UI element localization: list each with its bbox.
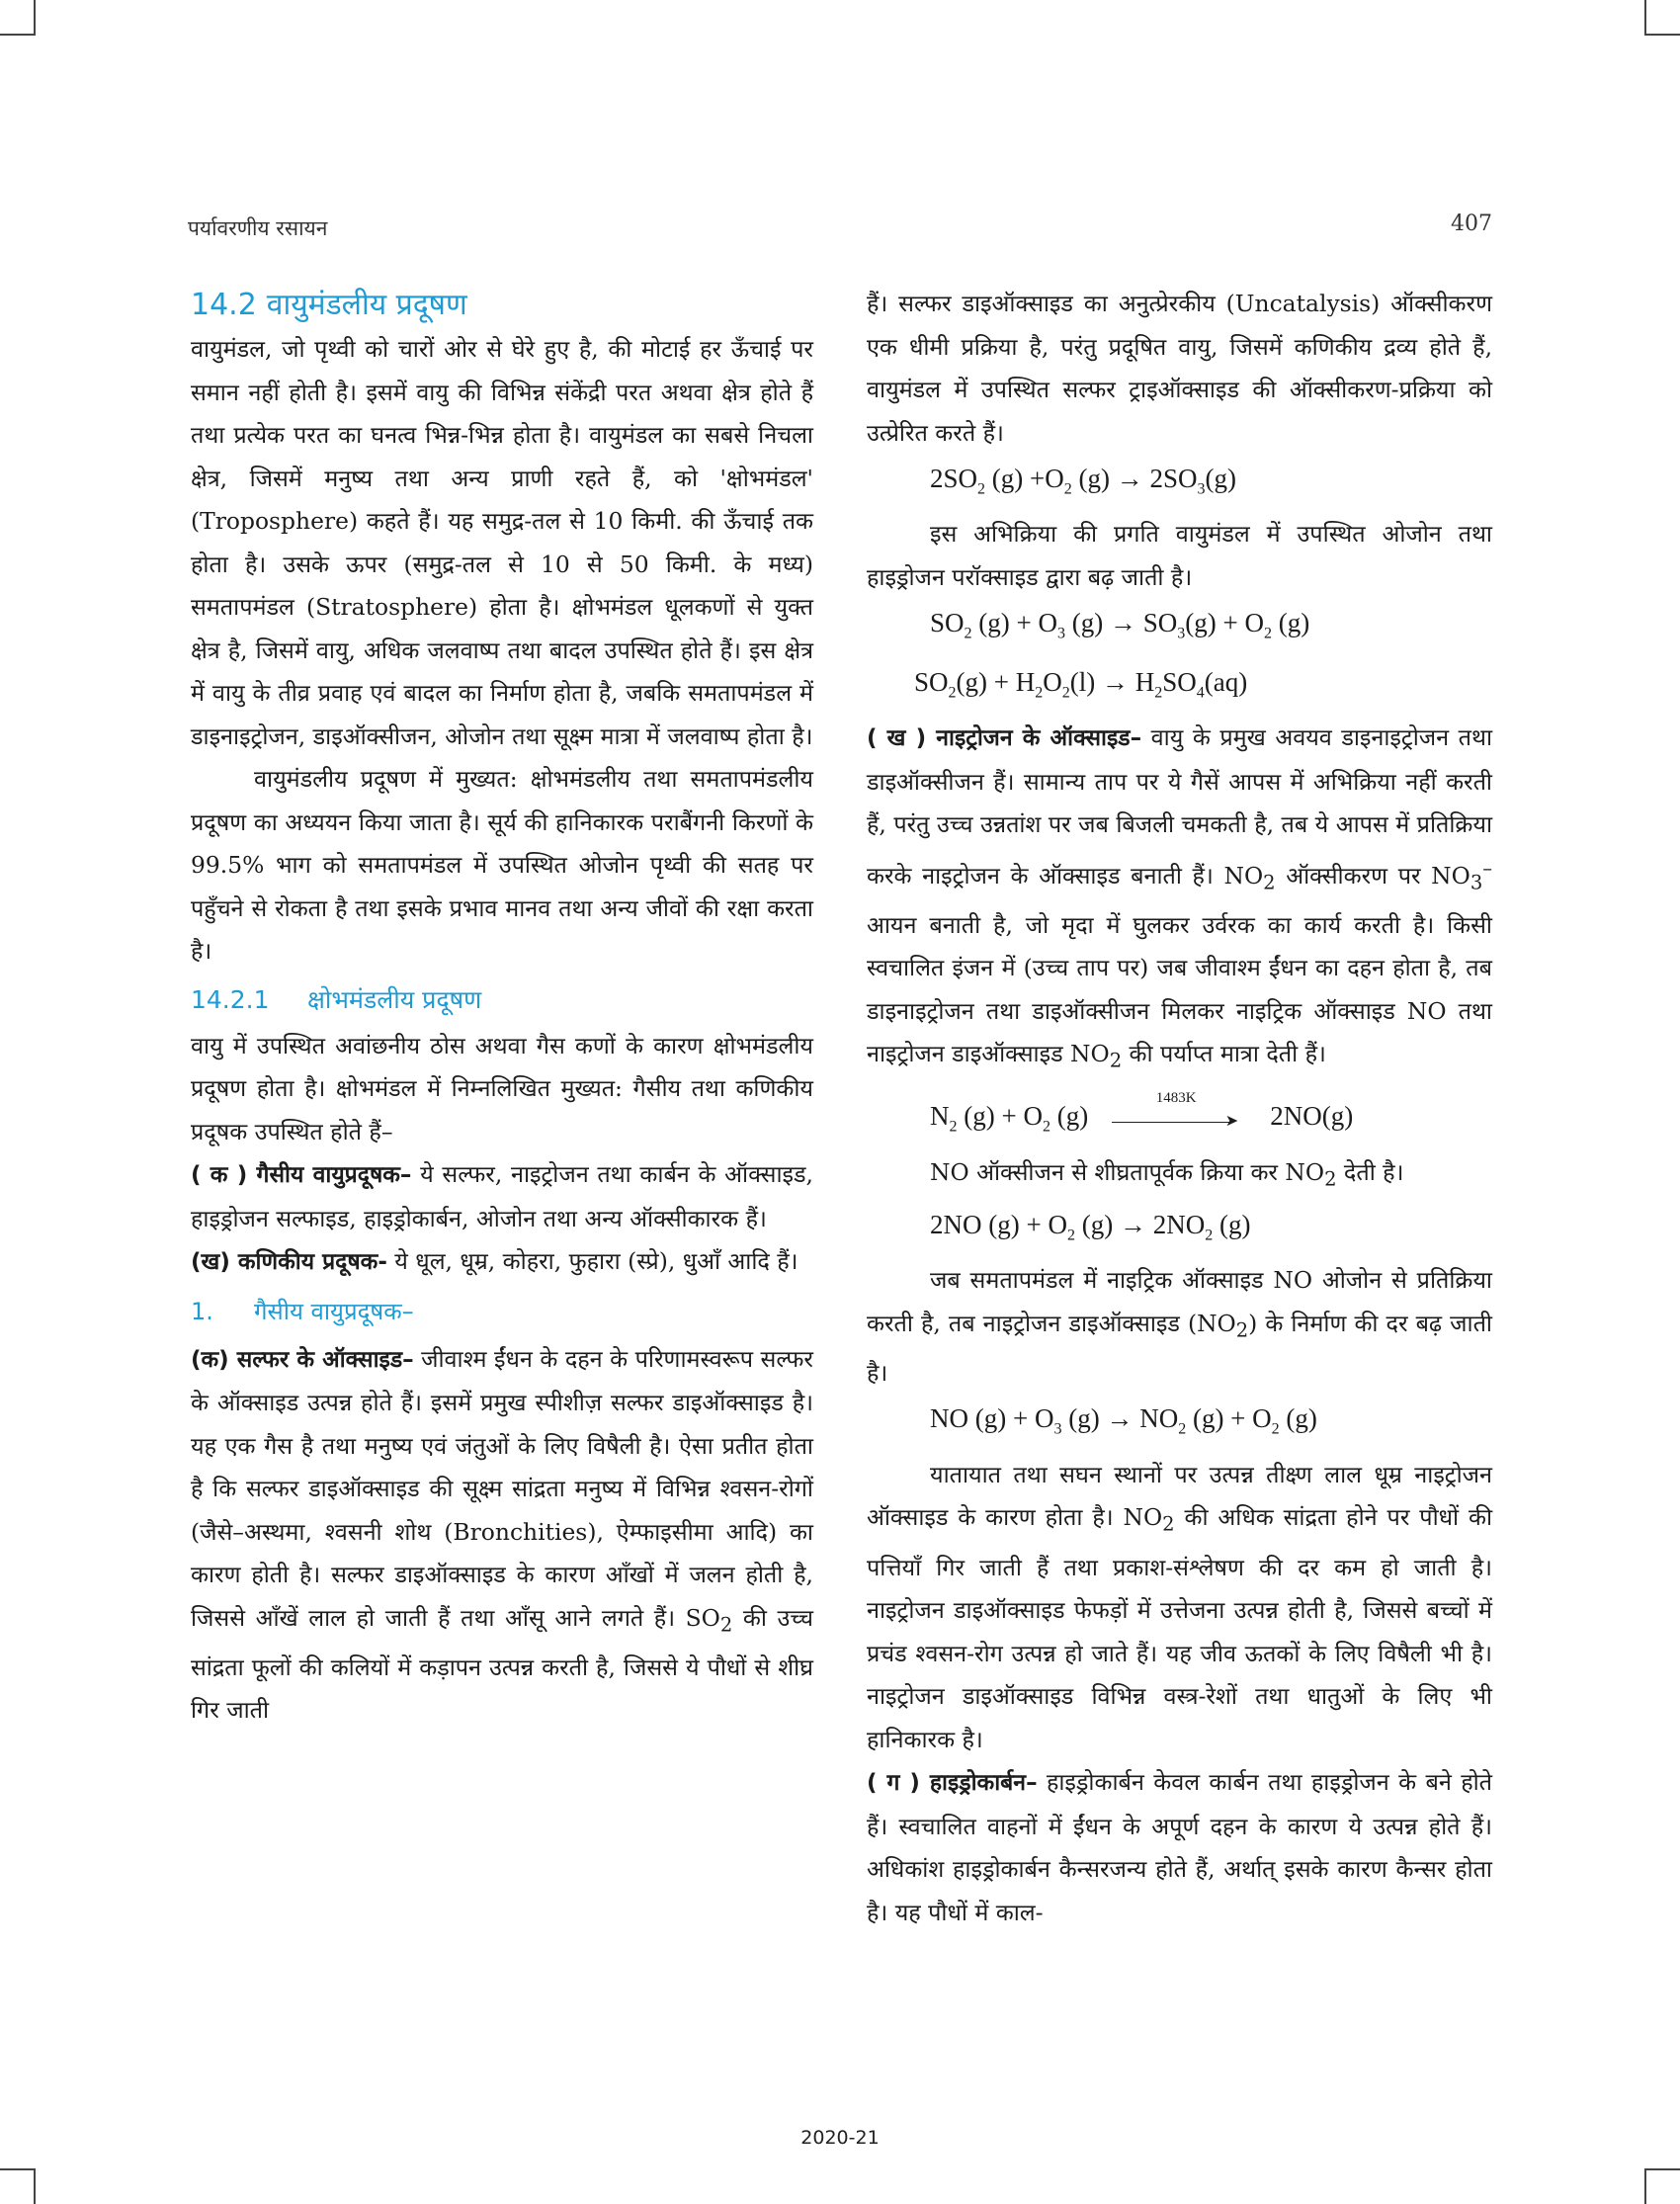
eq-sub: 2 <box>964 625 972 642</box>
eq-sub: 2 <box>1035 684 1044 702</box>
text: की अधिक सांद्रता होने पर पौधों की पत्तियाँ गिर जाती हैं तथा प्रकाश-संश्लेषण की दर कम हो जाती है। नाइट्रोजन डाइऑक्साइड फेफड़ों में उत्तेजना उत्पन्न होती है, जिससे बच्चों में प्रचंड श्वसन-रोग उत्पन्न हो जाते हैं। यह जीव ऊतकों के लिए विषैली भी है। नाइट्रोजन डाइऑक्साइड विभिन्न वस्त्र-रेशों तथा धातुओं के लिए भी हानिकारक है। <box>867 1503 1492 1753</box>
eq-part: SO <box>930 608 965 638</box>
eq-part: 2NO(g) <box>1270 1101 1354 1132</box>
paragraph-reaction-progress: इस अभिक्रिया की प्रगति वायुमंडल में उपस्थित ओजोन तथा हाइड्रोजन परॉक्साइड द्वारा बढ़ जाती है। <box>867 520 1492 591</box>
eq-part: (g) <box>1213 1209 1251 1239</box>
eq-part: (g) → 2SO <box>1071 464 1198 493</box>
eq-sub: 2 <box>949 1118 958 1136</box>
eq-part: (g) <box>1050 1101 1089 1132</box>
equation-so2-peroxide <box>867 658 1492 717</box>
left-column <box>191 283 813 1733</box>
item-text: ऑक्सीकरण पर NO <box>1275 861 1470 890</box>
subsection-number: 14.2.1 <box>191 984 270 1014</box>
eq-part: (g) → 2NO <box>1074 1209 1206 1239</box>
eq-part: SO <box>914 666 949 697</box>
item-text: ये धूल, धूम्र, कोहरा, फुहारा (स्प्रे), धुआँ आदि हैं। <box>386 1247 798 1275</box>
eq-part: 2SO <box>930 464 978 493</box>
text: NO ऑक्सीजन से शीघ्रतापूर्वक क्रिया कर NO <box>930 1157 1325 1186</box>
item-text: वायु के प्रमुख अवयव डाइनाइट्रोजन तथा डाइऑक्सीजन हैं। सामान्य ताप पर ये गैसें आपस में अभिक्रिया नहीं करती हैं, परंतु उच्च उन्नतांश पर जब बिजली चमकती है, तब ये आपस में प्रतिक्रिया करके नाइट्रोजन के ऑक्साइड बनाती हैं। NO <box>867 723 1492 890</box>
equation-no-formation <box>867 1092 1492 1150</box>
paragraph-tropospheric: वायु में उपस्थित अवांछनीय ठोस अथवा गैस कणों के कारण क्षोभमंडलीय प्रदूषण होता है। क्षोभमंडल में निम्नलिखित मुख्यत: गैसीय तथा कणिकीय प्रदूषक उपस्थित होते हैं– <box>191 1031 813 1145</box>
paragraph-uncatalysed-oxidation: हैं। सल्फर डाइऑक्साइड का अनुत्प्रेरकीय (Uncatalysis) ऑक्सीकरण एक धीमी प्रक्रिया है, परंतु प्रदूषित वायु, जिसमें कणिकीय द्रव्य होते हैं, वायुमंडल में उपस्थित सल्फर ट्राइऑक्साइड की ऑक्सीकरण-प्रक्रिया को उत्प्रेरित करते हैं। <box>867 290 1493 447</box>
reaction-arrow: 1483K ➤ <box>1112 1104 1240 1134</box>
numbered-heading-title: गैसीय वायुप्रदूषक– <box>254 1297 414 1325</box>
numbered-heading-number: 1. <box>191 1297 213 1325</box>
eq-sub: 3 <box>1053 1420 1062 1438</box>
text: ) के निर्माण की दर बढ़ जाती है। <box>867 1309 1492 1387</box>
item-text-continued: की उच्च सांद्रता फूलों की कलियों में कड़ापन उत्पन्न करती है, जिससे ये पौधों से शीघ्र गिर जाती <box>191 1603 813 1725</box>
eq-sub: 2 <box>1061 684 1070 702</box>
eq-part: (g) + O <box>957 1101 1043 1132</box>
eq-part: (l) → H <box>1069 666 1155 697</box>
eq-part: N <box>930 1101 950 1132</box>
eq-sub: 2 <box>1205 1227 1214 1244</box>
section-title: वायुमंडलीय प्रदूषण <box>266 288 467 322</box>
item-lead: (क) सल्फर के ऑक्साइड– <box>191 1346 414 1373</box>
item-gaseous-pollutants <box>191 1153 813 1240</box>
equation-no-to-no2 <box>867 1201 1492 1259</box>
item-particulate-pollutants <box>191 1240 813 1285</box>
numbered-heading <box>191 1289 813 1334</box>
crop-mark-bottom-left <box>0 2168 36 2204</box>
item-lead: (ख) कणिकीय प्रदूषक- <box>191 1249 387 1275</box>
eq-part: NO (g) + O <box>930 1403 1054 1434</box>
crop-mark-bottom-right <box>1644 2168 1680 2204</box>
subscript: 3 <box>1470 871 1483 894</box>
page-number: 407 <box>1451 212 1492 236</box>
eq-sub: 3 <box>1197 480 1206 498</box>
footer-year: 2020-21 <box>800 2127 880 2149</box>
item-text: की पर्याप्त मात्रा देती हैं। <box>1122 1040 1326 1068</box>
section-heading <box>191 283 813 328</box>
eq-part: (g) + O <box>971 608 1057 638</box>
subscript: 2 <box>719 1613 733 1637</box>
equation-so2-ozone <box>867 599 1492 657</box>
eq-part: (g) + O <box>1185 608 1264 638</box>
eq-sub: 3 <box>1056 625 1065 642</box>
text: देती है। <box>1336 1157 1404 1186</box>
eq-part: (aq) <box>1204 666 1248 697</box>
paragraph-atmosphere: वायुमंडल, जो पृथ्वी को चारों ओर से घेरे हुए है, की मोटाई हर ऊँचाई पर समान नहीं होती है। इसमें वायु की विभिन्न संकेंद्री परत अथवा क्षेत्र होते हैं तथा प्रत्येक परत का घनत्व भिन्न-भिन्न होता है। वायुमंडल का सबसे निचला क्षेत्र, जिसमें मनुष्य तथा अन्य प्राणी रहते हैं, को 'क्षोभमंडल' (Troposphere) कहते हैं। यह समुद्र-तल से 10 किमी. की ऊँचाई तक होता है। उसके ऊपर (समुद्र-तल से 10 से 50 किमी. के मध्य) समतापमंडल (Stratosphere) होता है। क्षोभमंडल धूलकणों से युक्त क्षेत्र है, जिसमें वायु, अधिक जलवाष्प तथा बादल उपस्थित होते हैं। इस क्षेत्र में वायु के तीव्र प्रवाह एवं बादल का निर्माण होता है, जबकि समतापमंडल में डाइनाइट्रोजन, डाइऑक्सीजन, ओजोन तथा सूक्ष्म मात्रा में जलवाष्प होता है। <box>191 335 813 750</box>
eq-sub: 2 <box>1271 1420 1280 1438</box>
eq-part: (g) +O <box>985 464 1064 493</box>
equation-no-ozone <box>867 1395 1492 1453</box>
eq-part: (g) <box>1279 1403 1317 1434</box>
text: यातायात तथा सघन स्थानों पर उत्पन्न तीक्ष्ण लाल धूम्र नाइट्रोजन ऑक्साइड के कारण होता है। NO <box>867 1460 1492 1532</box>
subscript: 2 <box>1324 1167 1337 1191</box>
subscript: 2 <box>1235 1318 1249 1342</box>
subsection-heading <box>191 977 813 1023</box>
item-text: हाइड्रोकार्बन केवल कार्बन तथा हाइड्रोजन के बने होते हैं। स्वचालित वाहनों में ईंधन के अपूर्ण दहन के कारण ये उत्पन्न होते हैं। अधिकांश हाइड्रोकार्बन कैन्सरजन्य होते हैं, अर्थात् इसके कारण कैन्सर होता है। यह पौधों में काल- <box>867 1768 1492 1926</box>
eq-sub: 4 <box>1196 684 1205 702</box>
eq-part: (g) <box>1271 608 1310 638</box>
eq-sub: 2 <box>1178 1420 1187 1438</box>
right-column <box>867 283 1492 1934</box>
item-text: ये सल्फर, नाइट्रोजन तथा कार्बन के ऑक्साइड, हाइड्रोजन सल्फाइड, हाइड्रोकार्बन, ओजोन तथा अन्य ऑक्सीकारक हैं। <box>191 1160 813 1232</box>
item-text: जीवाश्म ईंधन के दहन के परिणामस्वरूप सल्फर के ऑक्साइड उत्पन्न होते हैं। इसमें प्रमुख स्पीशीज़ सल्फर डाइऑक्साइड है। यह एक गैस है तथा मनुष्य एवं जंतुओं के लिए विषैली है। ऐसा प्रतीत होता है कि सल्फर डाइऑक्साइड की सूक्ष्म सांद्रता मनुष्य में विभिन्न श्वसन-रोगों (जैसे–अस्थमा, श्वसनी शोथ (Bronchities), ऐम्फाइसीमा आदि) का कारण होती है। सल्फर डाइऑक्साइड के कारण आँखों में जलन होती है, जिससे आँखें लाल हो जाती हैं तथा आँसू आने लगते हैं। SO <box>191 1344 813 1632</box>
eq-sub: 2 <box>1063 480 1072 498</box>
eq-part: (g) + O <box>1186 1403 1272 1434</box>
paragraph-nitrogen-oxides <box>867 717 1492 1082</box>
eq-part: (g) → SO <box>1064 608 1178 638</box>
subscript: 2 <box>1263 871 1276 894</box>
reaction-condition: 1483K <box>1155 1090 1197 1107</box>
crop-mark-top-right <box>1644 0 1680 36</box>
paragraph-no-oxidation <box>867 1151 1492 1201</box>
eq-sub: 2 <box>948 684 957 702</box>
eq-sub: 2 <box>1066 1227 1075 1244</box>
item-text: आयन बनाती है, जो मृदा में घुलकर उर्वरक का कार्य करती है। किसी स्वचालित इंजन में (उच्च ताप पर) जब जीवाश्म ईंधन का दहन होता है, तब डाइनाइट्रोजन तथा डाइऑक्सीजन मिलकर नाइट्रिक ऑक्साइड NO तथा नाइट्रोजन डाइऑक्साइड NO <box>867 910 1492 1068</box>
eq-sub: 3 <box>1177 625 1186 642</box>
text: जब समतापमंडल में नाइट्रिक ऑक्साइड NO ओजोन से प्रतिक्रिया करती है, तब नाइट्रोजन डाइऑक्साइड (NO <box>867 1266 1492 1337</box>
crop-mark-top-left <box>0 0 36 36</box>
paragraph-no2-effects <box>867 1454 1492 1761</box>
item-lead: ( ग ) हाइड्रोकार्बन– <box>867 1770 1038 1796</box>
eq-part: 2NO (g) + O <box>930 1209 1067 1239</box>
eq-sub: 2 <box>1263 625 1272 642</box>
eq-part: (g) + H <box>956 666 1036 697</box>
equation-so2-oxidation <box>867 455 1492 513</box>
eq-part: SO <box>1162 666 1197 697</box>
paragraph-sulfur-oxides <box>191 1338 813 1733</box>
eq-sub: 2 <box>977 480 986 498</box>
eq-sub: 2 <box>1154 684 1163 702</box>
running-title: पर्यावरणीय रसायन <box>188 216 328 240</box>
eq-part: (g) → NO <box>1061 1403 1179 1434</box>
paragraph-hydrocarbons <box>867 1761 1492 1934</box>
subscript: 2 <box>1109 1049 1123 1072</box>
paragraph-pollution-study: वायुमंडलीय प्रदूषण में मुख्यत: क्षोभमंडलीय तथा समतापमंडलीय प्रदूषण का अध्ययन किया जाता है। सूर्य की हानिकारक पराबैंगनी किरणों के 99.5% भाग को समतापमंडल में उपस्थित ओजोन पृथ्वी की सतह पर पहुँचने से रोकता है तथा इसके प्रभाव मानव तथा अन्य जीवों की रक्षा करता है। <box>191 765 813 965</box>
superscript: – <box>1482 856 1492 880</box>
section-number: 14.2 <box>191 288 257 322</box>
subsection-title: क्षोभमंडलीय प्रदूषण <box>307 984 482 1014</box>
subscript: 2 <box>1162 1513 1175 1536</box>
eq-sub: 2 <box>1042 1118 1050 1136</box>
eq-part: O <box>1043 666 1062 697</box>
item-lead: ( ख ) नाइट्रोजन के ऑक्साइड– <box>867 725 1142 752</box>
eq-part: (g) <box>1205 464 1236 493</box>
paragraph-stratosphere-no <box>867 1259 1492 1395</box>
item-lead: ( क ) गैसीय वायुप्रदूषक– <box>191 1162 412 1188</box>
